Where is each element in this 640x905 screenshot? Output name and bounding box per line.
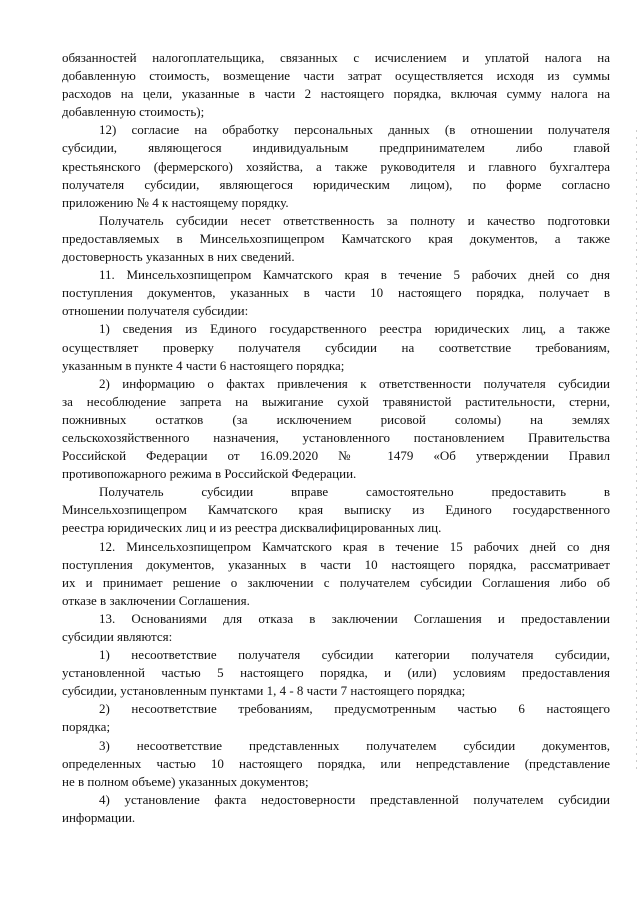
text-line: указанным в пункте 4 части 6 настоящего порядка; bbox=[62, 357, 345, 373]
text-line: поступления документов, указанных в части 10 настоящего порядка, рассматривает bbox=[62, 556, 610, 572]
document-body bbox=[62, 49, 610, 827]
text-line: отношении получателя субсидии: bbox=[62, 303, 249, 319]
text-line: не в полном объеме) указанных документов; bbox=[62, 773, 309, 789]
text-line: субсидии, являющегося индивидуальным предпринимателем либо главой bbox=[62, 140, 610, 156]
text-line: за несоблюдение запрета на выжигание сухой травянистой растительности, стерни, bbox=[62, 393, 610, 409]
text-line: 13. Основаниями для отказа в заключении Соглашения и предоставлении bbox=[99, 610, 610, 626]
text-line: пожнивных остатков (за исключением рисовой соломы) на землях bbox=[62, 411, 610, 427]
text-line: 12. Минсельхозпищепром Камчатского края в течение 15 рабочих дней со дня bbox=[99, 538, 610, 554]
text-line: обязанностей налогоплательщика, связанных с исчислением и уплатой налога на bbox=[62, 50, 610, 65]
text-line: определенных частью 10 настоящего порядка, или непредставление (представление bbox=[62, 755, 610, 771]
text-line: субсидии, установленным пунктами 1, 4 - 8 части 7 настоящего порядка; bbox=[62, 683, 466, 699]
text-line: 2) информацию о фактах привлечения к ответственности получателя субсидии bbox=[99, 375, 610, 391]
text-line: добавленную стоимость, возмещение части затрат осуществляется исходя из суммы bbox=[62, 68, 610, 84]
text-line: 3) несоответствие представленных получателем субсидии документов, bbox=[99, 737, 610, 753]
text-line: противопожарного режима в Российской Федерации. bbox=[62, 466, 357, 482]
text-line: осуществляет проверку получателя субсидии на соответствие требованиям, bbox=[62, 339, 610, 355]
text-line: Российской Федерации от 16.09.2020 № 1479 «Об утверждении Правил bbox=[62, 448, 610, 464]
text-line: достоверность указанных в них сведений. bbox=[62, 249, 295, 265]
text-line: субсидии являются: bbox=[62, 629, 173, 644]
text-line: 1) несоответствие получателя субсидии категории получателя субсидии, bbox=[99, 647, 610, 663]
text-line: приложению № 4 к настоящему порядку. bbox=[62, 194, 289, 210]
text-line: Получатель субсидии вправе самостоятельно предоставить в bbox=[99, 484, 610, 500]
text-line: 2) несоответствие требованиям, предусмотренным частью 6 настоящего bbox=[99, 701, 610, 717]
text-line: предоставляемых в Минсельхозпищепром Камчатского края документов, а также bbox=[62, 230, 610, 246]
text-line: информации. bbox=[62, 809, 136, 825]
text-line: Минсельхозпищепром Камчатского края выписку из Единого государственного bbox=[62, 502, 610, 518]
text-line: сельскохозяйственного назначения, установленного постановлением Правительства bbox=[62, 429, 610, 445]
text-line: 11. Минсельхозпищепром Камчатского края в течение 5 рабочих дней со дня bbox=[99, 267, 610, 283]
text-line: крестьянского (фермерского) хозяйства, а также руководителя и главного бухгалтера bbox=[62, 158, 610, 174]
text-line: получателя субсидии, являющегося юридическим лицом), по форме согласно bbox=[62, 176, 610, 192]
text-line: их и принимает решение о заключении с получателем субсидии Соглашения либо об bbox=[62, 574, 610, 590]
text-line: Получатель субсидии несет ответственность за полноту и качество подготовки bbox=[99, 212, 610, 228]
text-line: поступления документов, указанных в части 10 настоящего порядка, получает в bbox=[62, 285, 610, 301]
scan-edge-mark bbox=[636, 130, 637, 770]
text-line: 12) согласие на обработку персональных данных (в отношении получателя bbox=[99, 122, 610, 138]
text-line: порядка; bbox=[62, 719, 111, 735]
text-line: установленной частью 5 настоящего порядка, и (или) условиям предоставления bbox=[62, 665, 610, 681]
text-line: 1) сведения из Единого государственного реестра юридических лиц, а также bbox=[99, 321, 610, 337]
text-line: отказе в заключении Соглашения. bbox=[62, 592, 250, 608]
text-line: реестра юридических лиц и из реестра дисквалифицированных лиц. bbox=[62, 520, 442, 536]
text-line: добавленную стоимость); bbox=[62, 104, 205, 120]
text-line: 4) установление факта недостоверности представленной получателем субсидии bbox=[99, 791, 610, 807]
text-line: расходов на цели, указанные в части 2 настоящего порядка, включая сумму налога на bbox=[62, 86, 610, 102]
